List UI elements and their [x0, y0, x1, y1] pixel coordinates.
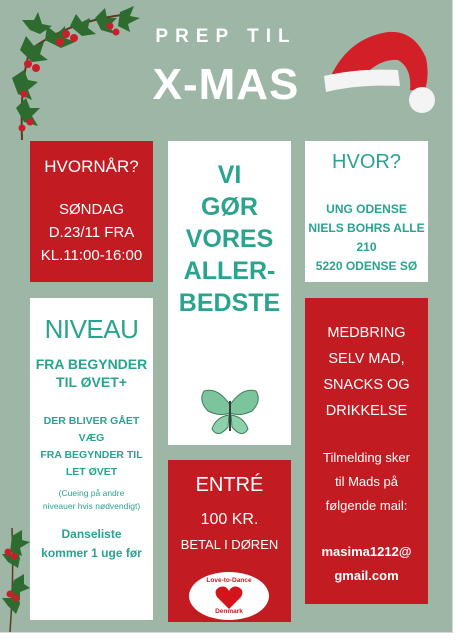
signup-line-1: Tilmelding sker: [323, 450, 410, 465]
slogan-line-3: VORES: [185, 225, 274, 253]
entry-price: 100 KR.: [200, 511, 259, 528]
heart-icon: [215, 586, 243, 610]
when-date: D.23/11 FRA: [48, 224, 135, 241]
level-cueing: [30, 487, 153, 513]
email-line-2: gmail.com: [334, 568, 399, 583]
level-note-3: LET ØVET: [65, 466, 118, 478]
slogan-line-1: VI: [217, 161, 242, 189]
level-range: [30, 355, 153, 391]
title-xmas: X-MAS: [152, 60, 300, 109]
level-danceliste: [30, 525, 153, 563]
email-line-1: masima1212@: [321, 544, 412, 559]
slogan-line-5: BEDSTE: [178, 289, 281, 317]
center-box: [168, 141, 291, 445]
when-time: KL.11:00-16:00: [40, 247, 143, 264]
where-street: NIELS BOHRS ALLE: [308, 221, 425, 235]
level-sub-2: TIL ØVET+: [56, 374, 127, 390]
entry-heading: ENTRÉ: [195, 474, 264, 496]
when-heading: HVORNÅR?: [44, 157, 139, 176]
when-box: [30, 141, 153, 282]
where-box: [305, 141, 428, 282]
where-address: [305, 200, 428, 276]
signup-email: [305, 540, 428, 588]
love-to-dance-logo: [189, 572, 269, 620]
bring-line-3: SNACKS OG: [323, 377, 410, 393]
bring-line-1: MEDBRING: [327, 325, 406, 341]
title-prep: PREP TIL: [155, 26, 297, 47]
logo-bottom-text: Denmark: [215, 608, 243, 615]
where-venue: UNG ODENSE: [326, 202, 407, 216]
slogan-line-2: GØR: [201, 193, 258, 221]
butterfly-icon: [198, 387, 262, 441]
level-box: [30, 298, 153, 620]
center-slogan: [168, 159, 291, 319]
bring-box: [305, 298, 428, 604]
where-heading: HVOR?: [332, 151, 401, 173]
entry-box: [168, 460, 291, 622]
level-note-1: DER BLIVER GÅET VÆG: [43, 415, 140, 444]
level-small-1: (Cueing på andre: [58, 488, 125, 498]
level-note: [30, 413, 153, 481]
where-city: 5220 ODENSE SØ: [315, 259, 418, 273]
bring-line-2: SELV MAD,: [328, 351, 405, 367]
entry-pay: BETAL I DØREN: [180, 537, 279, 552]
level-heading: NIVEAU: [44, 314, 139, 344]
signup-text: [305, 446, 428, 518]
holly-bottom-left-icon: [0, 528, 30, 632]
level-sub-1: FRA BEGYNDER: [35, 356, 148, 372]
slogan-line-4: ALLER-: [183, 257, 276, 285]
dance-line-1: Danseliste: [61, 527, 122, 541]
where-number: 210: [356, 240, 377, 254]
level-small-2: niveauer hvis nødvendigt): [42, 501, 141, 511]
signup-line-3: følgende mail:: [325, 498, 408, 513]
bring-line-4: DRIKKELSE: [325, 403, 408, 419]
when-day: SØNDAG: [58, 201, 124, 218]
level-note-2: FRA BEGYNDER TIL: [40, 449, 143, 461]
dance-line-2: kommer 1 uge før: [41, 546, 142, 560]
bring-text: [305, 320, 428, 424]
logo-top-text: Love-to-Dance: [206, 577, 252, 584]
signup-line-2: til Mads på: [335, 474, 398, 489]
